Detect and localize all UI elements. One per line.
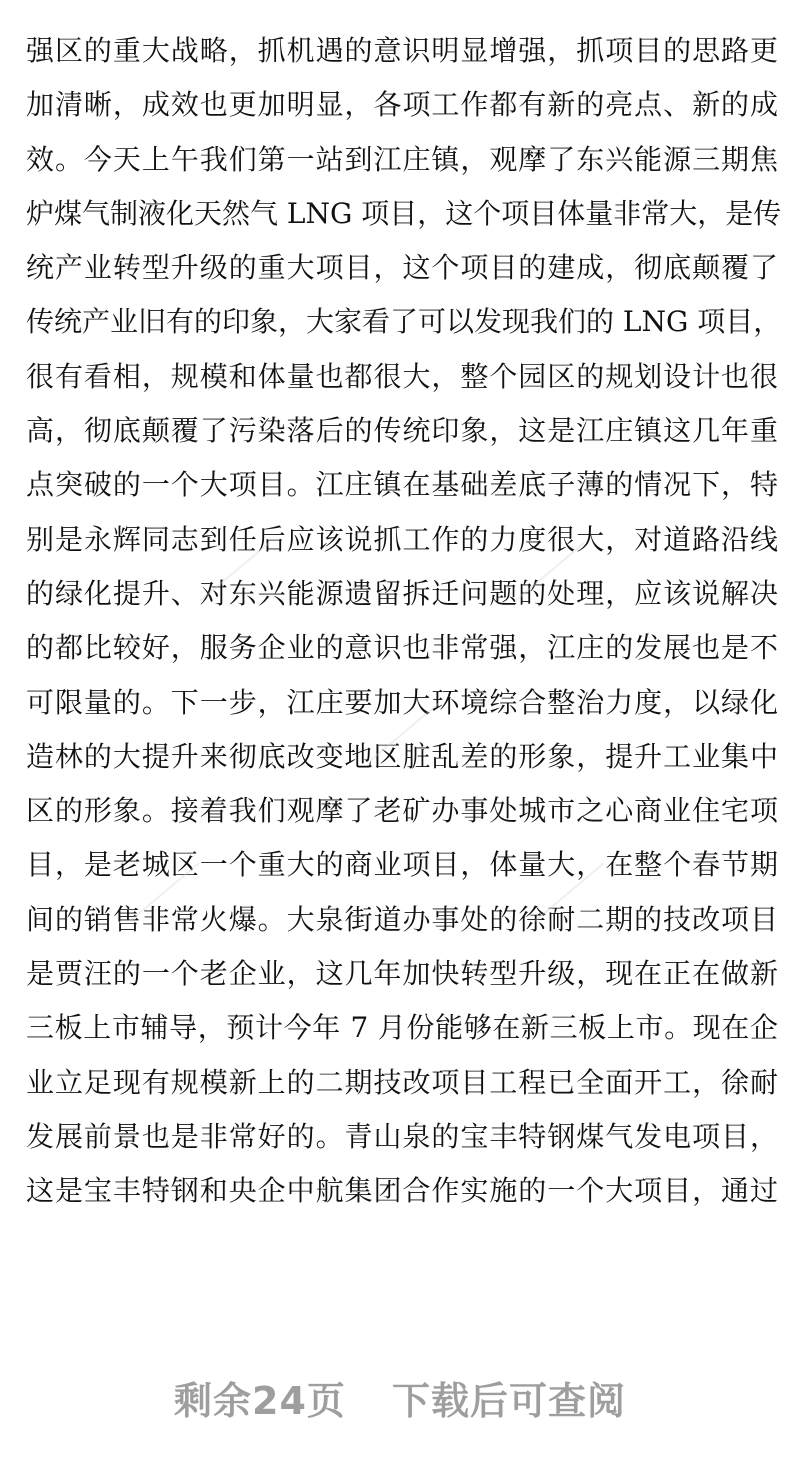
text-line: 业立足现有规模新上的二期技改项目工程已全面开工，徐耐 bbox=[26, 1065, 778, 1099]
text-line: 可限量的。下一步，江庄要加大环境综合整治力度，以绿化 bbox=[26, 685, 778, 719]
text-line: 区的形象。接着我们观摩了老矿办事处城市之心商业住宅项 bbox=[26, 794, 778, 828]
text-line: 间的销售非常火爆。大泉街道办事处的徐耐二期的技改项目 bbox=[26, 902, 778, 936]
text-line: 的都比较好，服务企业的意识也非常强，江庄的发展也是不 bbox=[26, 631, 778, 665]
text-line: 传统产业旧有的印象，大家看了可以发现我们的 LNG 项目， bbox=[26, 305, 782, 339]
text-line: 点突破的一个大项目。江庄镇在基础差底子薄的情况下，特 bbox=[26, 468, 778, 502]
text-line: 造林的大提升来彻底改变地区脏乱差的形象，提升工业集中 bbox=[26, 739, 778, 773]
text-line: 发展前景也是非常好的。青山泉的宝丰特钢煤气发电项目， bbox=[26, 1119, 778, 1153]
text-line: 别是永辉同志到任后应该说抓工作的力度很大，对道路沿线 bbox=[26, 522, 778, 556]
text-line: 统产业转型升级的重大项目，这个项目的建成，彻底颠覆了 bbox=[26, 251, 778, 285]
download-prompt[interactable] bbox=[0, 1370, 800, 1425]
text-line: 目，是老城区一个重大的商业项目，体量大，在整个春节期 bbox=[26, 848, 778, 882]
text-line: 强区的重大战略，抓机遇的意识明显增强，抓项目的思路更 bbox=[26, 34, 778, 67]
text-line: 炉煤气制液化天然气 LNG 项目，这个项目体量非常大，是传 bbox=[26, 196, 782, 230]
text-line: 这是宝丰特钢和央企中航集团合作实施的一个大项目，通过 bbox=[26, 1174, 778, 1208]
text-line: 很有看相，规模和体量也都很大，整个园区的规划设计也很 bbox=[26, 359, 778, 393]
text-line: 三板上市辅导，预计今年 7 月份能够在新三板上市。现在企 bbox=[26, 1011, 778, 1045]
download-hint-label: 下载后可查阅 bbox=[391, 1379, 626, 1423]
text-line: 效。今天上午我们第一站到江庄镇，观摩了东兴能源三期焦 bbox=[26, 142, 778, 176]
text-line: 是贾汪的一个老企业，这几年加快转型升级，现在正在做新 bbox=[26, 957, 778, 991]
text-line: 的绿化提升、对东兴能源遗留拆迁问题的处理，应该说解决 bbox=[26, 576, 778, 610]
text-line: 高，彻底颠覆了污染落后的传统印象，这是江庄镇这几年重 bbox=[26, 414, 778, 448]
text-line: 加清晰，成效也更加明显，各项工作都有新的亮点、新的成 bbox=[26, 88, 778, 122]
remaining-pages-label: 剩余24页 bbox=[174, 1379, 346, 1423]
document-body bbox=[26, 24, 782, 1219]
